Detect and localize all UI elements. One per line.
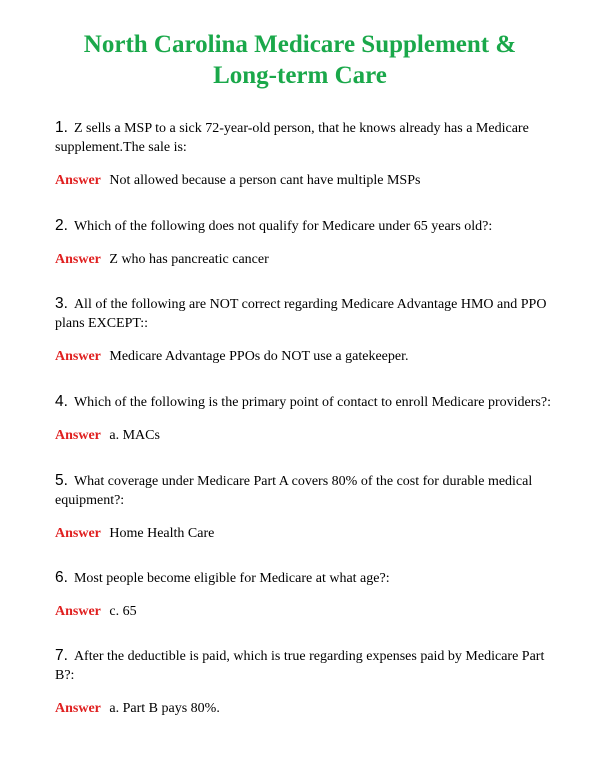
question-text bbox=[55, 216, 555, 236]
title-line-2: Long-term Care bbox=[213, 62, 387, 89]
question-body: After the deductible is paid, which is true regarding expenses paid by Medicare Part B?: bbox=[55, 649, 545, 683]
question-item-1 bbox=[55, 118, 555, 190]
answer-label: Answer bbox=[55, 349, 101, 364]
answer-text: a. Part B pays 80%. bbox=[109, 701, 220, 716]
question-number: 7. bbox=[55, 647, 68, 664]
question-body: What coverage under Medicare Part A covers 80% of the cost for durable medical equipment?: bbox=[55, 474, 533, 508]
question-body: All of the following are NOT correct regarding Medicare Advantage HMO and PPO plans EXCEPT:: bbox=[55, 297, 547, 331]
question-body: Which of the following is the primary point of contact to enroll Medicare providers?: bbox=[73, 395, 551, 410]
question-number: 3. bbox=[55, 295, 68, 312]
answer-label: Answer bbox=[55, 701, 101, 716]
question-body: Which of the following does not qualify for Medicare under 65 years old?: bbox=[73, 219, 493, 234]
question-body: Z sells a MSP to a sick 72-year-old person, that he knows already has a Medicare supplement.The sale is: bbox=[55, 121, 529, 155]
answer-label: Answer bbox=[55, 252, 101, 267]
answer-text: Not allowed because a person cant have multiple MSPs bbox=[109, 173, 421, 188]
answer-label: Answer bbox=[55, 173, 101, 188]
answer-text: Home Health Care bbox=[109, 526, 215, 541]
answer-text: c. 65 bbox=[109, 604, 137, 619]
title-line-1: North Carolina Medicare Supplement & bbox=[83, 31, 517, 58]
question-item-4 bbox=[55, 392, 555, 445]
question-number: 2. bbox=[55, 217, 68, 234]
page-title bbox=[20, 29, 580, 91]
question-item-5 bbox=[55, 471, 555, 543]
answer-label: Answer bbox=[55, 526, 101, 541]
answer-line bbox=[55, 250, 555, 269]
answer-line bbox=[55, 171, 555, 190]
answer-line bbox=[55, 602, 555, 621]
answer-line bbox=[55, 699, 555, 718]
answer-line bbox=[55, 426, 555, 445]
answer-line bbox=[55, 524, 555, 543]
answer-text: Z who has pancreatic cancer bbox=[109, 252, 269, 267]
question-item-2 bbox=[55, 216, 555, 269]
question-number: 1. bbox=[55, 119, 68, 136]
question-number: 4. bbox=[55, 393, 68, 410]
question-item-3 bbox=[55, 294, 555, 366]
question-item-6 bbox=[55, 568, 555, 621]
answer-text: a. MACs bbox=[109, 428, 160, 443]
question-item-7 bbox=[55, 646, 555, 718]
question-text bbox=[55, 646, 555, 685]
answer-line bbox=[55, 347, 555, 366]
question-text bbox=[55, 471, 555, 510]
question-text bbox=[55, 294, 555, 333]
answer-text: Medicare Advantage PPOs do NOT use a gatekeeper. bbox=[109, 349, 409, 364]
question-number: 6. bbox=[55, 569, 68, 586]
answer-label: Answer bbox=[55, 604, 101, 619]
question-text bbox=[55, 568, 555, 588]
question-number: 5. bbox=[55, 472, 68, 489]
question-text bbox=[55, 392, 555, 412]
question-body: Most people become eligible for Medicare at what age?: bbox=[73, 571, 390, 586]
question-text bbox=[55, 118, 555, 157]
answer-label: Answer bbox=[55, 428, 101, 443]
